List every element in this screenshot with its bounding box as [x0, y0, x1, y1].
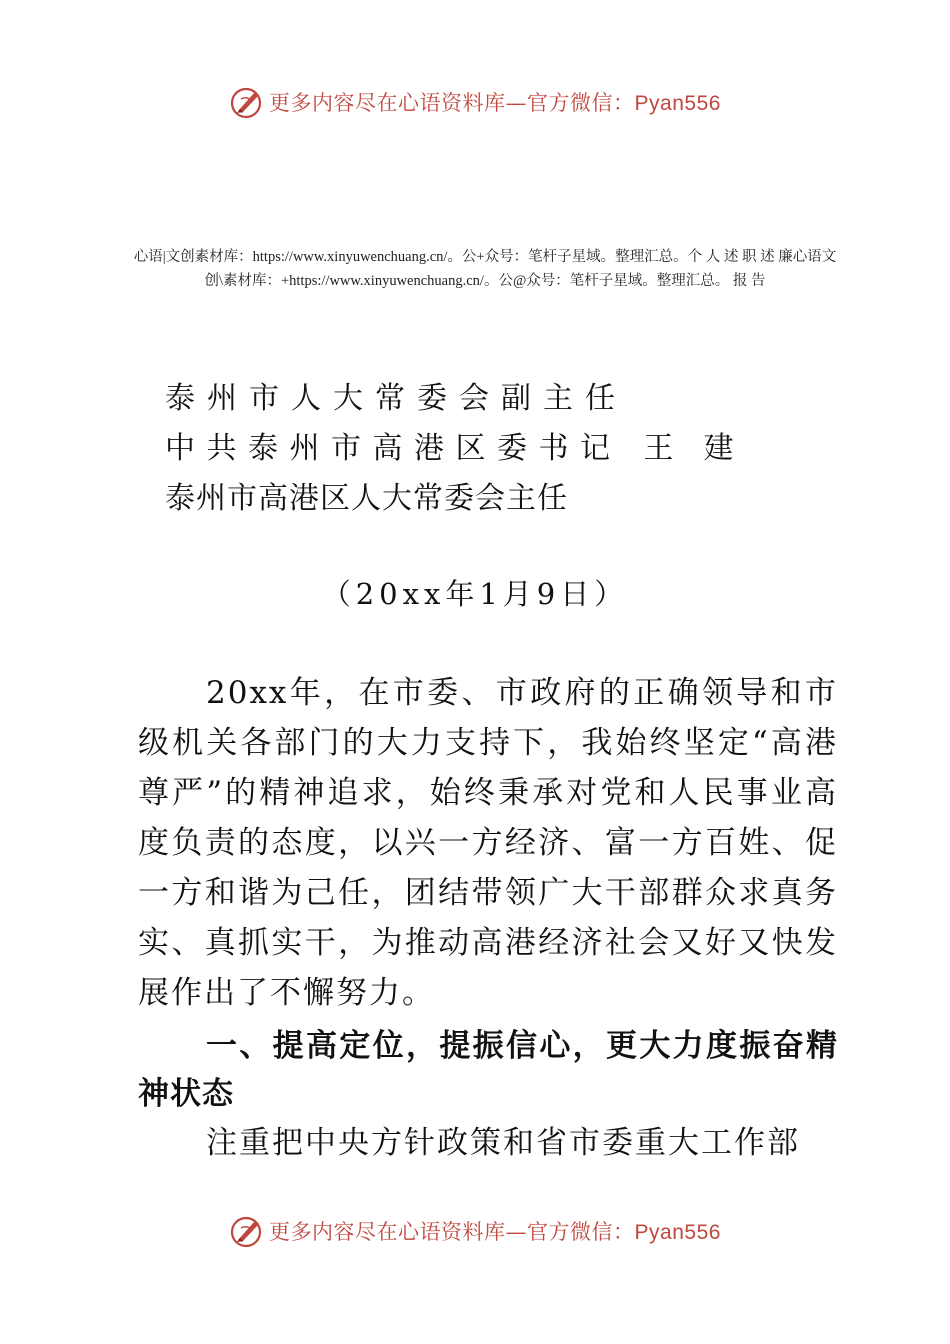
title-line-1: 泰州市人大常委会副主任 — [165, 381, 627, 416]
header-watermark-banner — [0, 82, 950, 122]
report-title-block — [165, 374, 845, 524]
footer-watermark-banner — [0, 1211, 950, 1251]
source-note: 心语|文创素材库：https://www.xinyuwenchuang.cn/。公+众号：笔杆子星域。整理汇总。个 人 述 职 述 廉心语文创\素材库：+https://www.xinyuwenchuang.cn/。公@众号：笔杆子星域。整理汇总。 报 告 — [133, 249, 837, 289]
banner-text: 更多内容尽在心语资料库—官方微信：Pyan556 — [269, 1220, 721, 1244]
banner-text: 更多内容尽在心语资料库—官方微信：Pyan556 — [269, 91, 721, 115]
body-paragraph-1: 20xx年，在市委、市政府的正确领导和市级机关各部门的大力支持下，我始终坚定“高港尊严”的精神追求，始终秉承对党和人民事业高度负责的态度，以兴一方经济、富一方百姓、促一方和谐为己任，团结带领广大干部群众求真务实、真抓实干，为推动高港经济社会又好又快发展作出了不懈努力。 — [138, 675, 838, 1011]
title-line-3: 泰州市高港区人大常委会主任 — [165, 481, 568, 516]
title-line-2 — [165, 424, 845, 474]
quill-logo-icon — [229, 1213, 265, 1249]
quill-logo-icon — [229, 84, 265, 120]
title-line-2-text: 中共泰州市高港区委书记 — [165, 431, 622, 466]
author-name: 王建 — [643, 431, 764, 466]
body-paragraph-2: 注重把中央方针政策和省市委重大工作部 — [206, 1125, 800, 1161]
report-date: （20xx年1月9日） — [321, 577, 629, 611]
section-heading-1: 一、提高定位，提振信心，更大力度振奋精神状态 — [138, 1028, 838, 1112]
